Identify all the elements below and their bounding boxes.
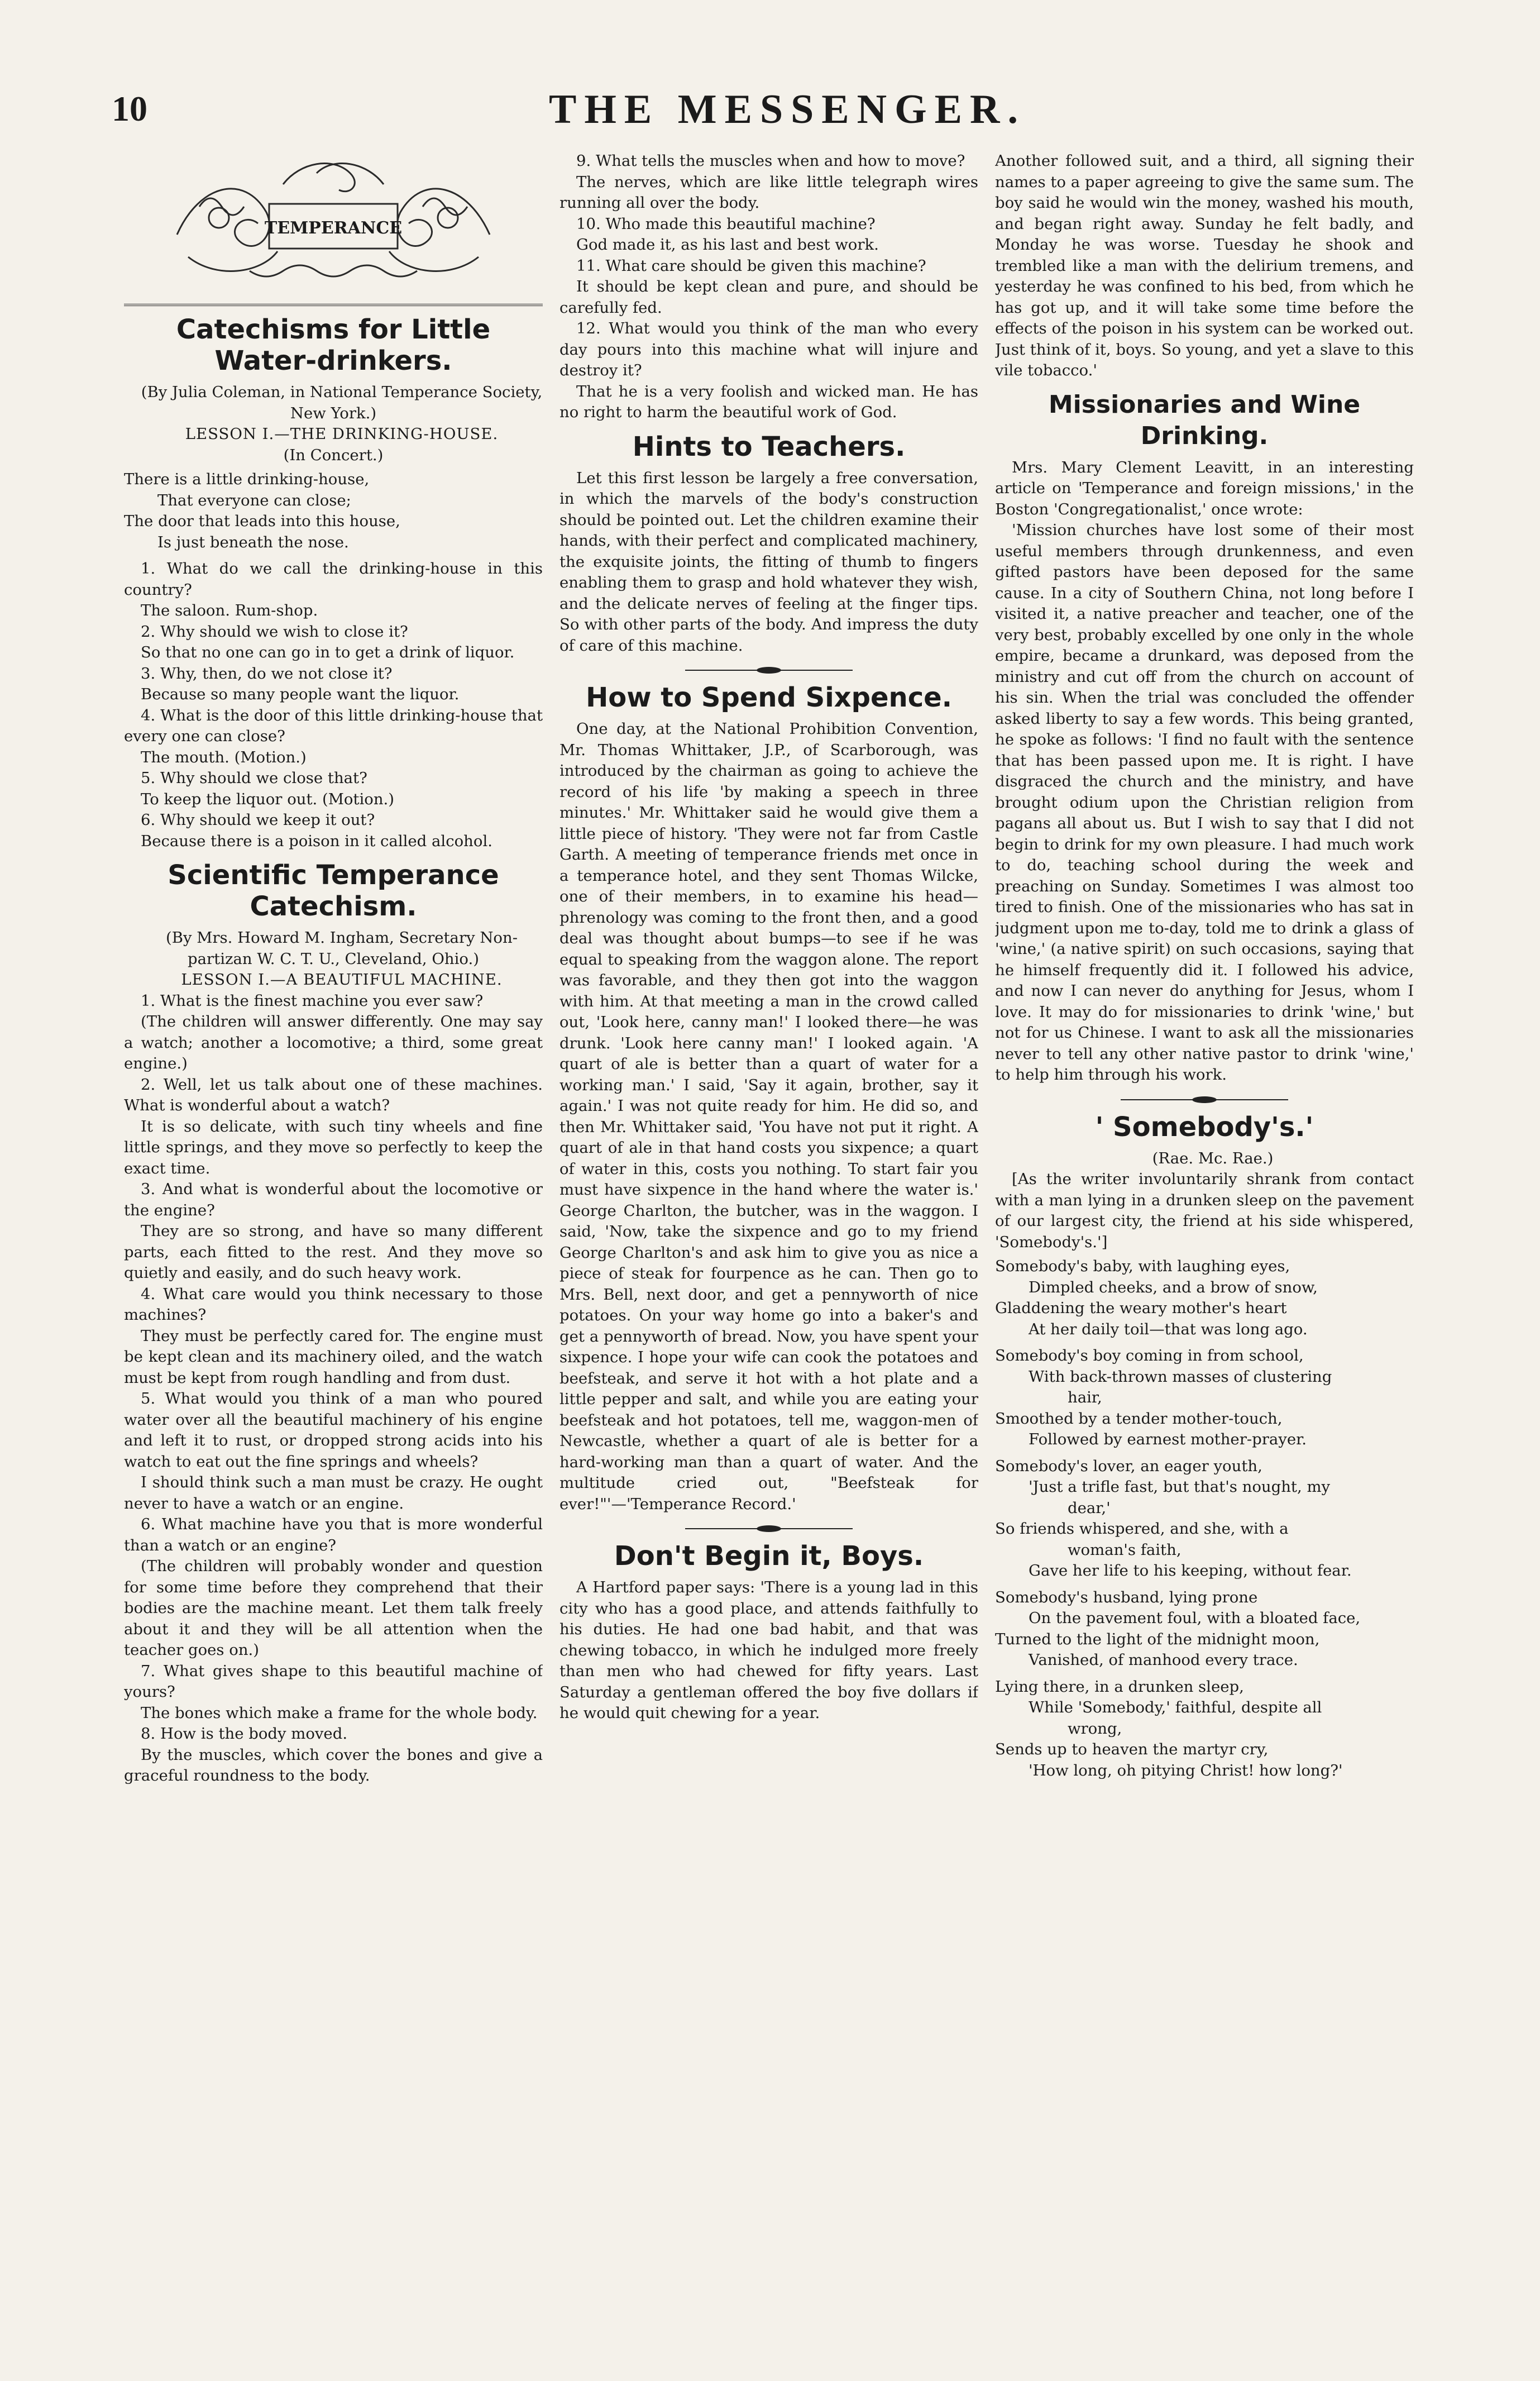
verse-line: That everyone can close;: [157, 491, 351, 509]
verse-line: dear,': [1068, 1499, 1111, 1517]
answer: The mouth. (Motion.): [141, 748, 307, 766]
byline: (By Mrs. Howard M. Ingham, Secretary Non-partizan W. C. T. U., Cleveland, Ohio.): [166, 929, 518, 968]
answer: To keep the liquor out. (Motion.): [141, 790, 395, 808]
question: 8. How is the body moved.: [141, 1725, 348, 1743]
verse-line: Somebody's boy coming in from school,: [995, 1347, 1304, 1364]
answer: Because so many people want the liquor.: [141, 685, 460, 703]
question: 1. What is the finest machine you ever saw?: [141, 991, 484, 1010]
verse-line: Followed by earnest mother-prayer.: [1029, 1430, 1307, 1448]
verse-line: Somebody's lover, an eager youth,: [995, 1457, 1262, 1475]
question: 6. Why should we keep it out?: [141, 811, 375, 829]
lesson-heading: LESSON I.—THE DRINKING-HOUSE.: [185, 425, 499, 443]
poem-stanza: [995, 1677, 1414, 1782]
page-number: 10: [112, 89, 147, 128]
verse-line: So friends whispered, and she, with a: [995, 1520, 1289, 1538]
masthead: [112, 84, 1463, 145]
answer: The nerves, which are like little telegraph wires running all over the body.: [559, 173, 978, 212]
poem-stanza: [995, 1345, 1414, 1450]
poem-title: ' Somebody's.': [1095, 1111, 1314, 1143]
verse-line: 'Just a trifle fast, but that's nought, my: [1029, 1478, 1331, 1496]
article-title: Hints to Teachers.: [632, 431, 906, 462]
answer: (The children will probably wonder and question for some time before they comprehend that their bodies are the machine meant. Let them talk freely about it and they will be all attention when the teacher goes on.): [124, 1557, 543, 1659]
answer: (The children will answer differently. One may say a watch; another a locomotive; a third, some great engine.): [124, 1013, 543, 1072]
poem-stanza: [995, 1256, 1414, 1340]
answer: They must be perfectly cared for. The engine must be kept clean and its machinery oiled, and the watch must be kept from rough handling and from dust.: [124, 1327, 543, 1387]
column-2: [559, 151, 978, 2357]
editor-note: [As the writer involuntarily shrank from contact with a man lying in a drunken sleep on the pavement of our largest city, the friend at his side whispered, 'Somebody's.']: [995, 1170, 1414, 1251]
verse-line: hair,: [1068, 1388, 1102, 1406]
catechism-questions-continued: [559, 151, 978, 423]
question: 12. What would you think of the man who every day pours into this machine what will injure and destroy it?: [559, 319, 978, 379]
section-rule: [124, 304, 543, 306]
question: 11. What care should be given this machine?: [576, 256, 926, 275]
lesson-subheading: (In Concert.): [283, 446, 384, 464]
verse-line: On the pavement foul, with a bloated face,: [1029, 1609, 1361, 1627]
verse-line: woman's faith,: [1068, 1540, 1182, 1559]
verse-line: Vanished, of manhood every trace.: [1029, 1651, 1298, 1669]
verse-line: With back-thrown masses of clustering: [1029, 1367, 1332, 1386]
byline: (Rae. Mc. Rae.): [1152, 1149, 1274, 1167]
answer: They are so strong, and have so many different parts, each fitted to the rest. And they move so quietly and easily, and do such heavy work.: [124, 1222, 543, 1282]
verse-line: 'How long, oh pitying Christ! how long?': [1029, 1761, 1343, 1779]
verse-line: The door that leads into this house,: [124, 512, 400, 530]
poem-stanza: [995, 1456, 1414, 1582]
answer: By the muscles, which cover the bones and give a graceful roundness to the body.: [124, 1745, 543, 1784]
verse-line: Dimpled cheeks, and a brow of snow,: [1029, 1278, 1318, 1296]
catechism-questions: [124, 559, 543, 852]
lesson-heading: LESSON I.—A BEAUTIFUL MACHINE.: [181, 971, 503, 989]
byline: (By Julia Coleman, in National Temperance Society, New York.): [141, 383, 543, 422]
verse-line: Sends up to heaven the martyr cry,: [995, 1740, 1269, 1758]
article-title: Scientific Temperance Catechism.: [168, 860, 499, 922]
question: 1. What do we call the drinking-house in this country?: [124, 560, 543, 599]
answer: It should be kept clean and pure, and should be carefully fed.: [559, 278, 978, 317]
answer: Because there is a poison in it called alcohol.: [141, 832, 492, 850]
article-body: One day, at the National Prohibition Convention, Mr. Thomas Whittaker, J.P., of Scarborough, was introduced by the chairman as going to achieve the record of his life 'by making a speech in three minutes.' Mr. Whittaker said he would give them a little piece of history. 'They were not far from Castle Garth. A meeting of temperance friends met once in a temperance hotel, and they sent Thomas Wilcke, one of their members, in to examine his head—phrenology was coming to the front then, and a good deal was thought about bumps—to see if he was equal to speaking from the waggon alone. The report was favorable, and they then got into the waggon with him. At that meeting a man in the crowd called out, 'Look here, canny man!' I looked there—he was drunk. 'Look here canny man!' I looked again. 'A quart of ale is better than a quart of water for a working man.' I said, 'Say it again, brother, say it again.' I was not quite ready for him. He did so, and then Mr. Whittaker said, 'You have not put it right. A quart of ale in that hand costs you sixpence; a quart of water in this, costs you nothing. To start fair you must have sixpence in the hand where the water is.' George Charlton, the butcher, was in the waggon. I said, 'Now, take the sixpence and go to my friend George Charlton's and ask him to give you as nice a piece of steak for fourpence as he can. Then go to Mrs. Bell, next door, and get a pennyworth of nice potatoes. On your way home go into a baker's and get a pennyworth of bread. Now, you have spent your sixpence. I hope your wife can cook the potatoes and beefsteak, and serve it hot with a hot plate and a little pepper and salt, and while you are eating your beefsteak and hot potatoes, tell me, waggon-men of Newcastle, whether a quart of ale is better for a hard-working man than a quart of water. And the multitude cried out, "Beefsteak for ever!"'—'Temperance Record.': [559, 720, 978, 1513]
ornamental-divider: [1121, 1096, 1288, 1104]
question: 7. What gives shape to this beautiful machine of yours?: [124, 1662, 543, 1701]
verse-line: Lying there, in a drunken sleep,: [995, 1677, 1244, 1696]
verse: [124, 469, 543, 553]
banner-label: TEMPERANCE: [264, 218, 403, 238]
answer: That he is a very foolish and wicked man. He has no right to harm the beautiful work of God.: [559, 382, 978, 421]
article-title: How to Spend Sixpence.: [586, 682, 952, 713]
question: 6. What machine have you that is more wonderful than a watch or an engine?: [124, 1515, 543, 1554]
catechism-questions: [124, 991, 543, 1787]
question: 4. What care would you think necessary to those machines?: [124, 1285, 543, 1324]
verse-line: Gladdening the weary mother's heart: [995, 1299, 1287, 1317]
article-title: Catechisms for Little Water-drinkers.: [176, 314, 491, 376]
verse-line: Is just beneath the nose.: [157, 533, 349, 551]
verse-line: Somebody's baby, with laughing eyes,: [995, 1257, 1290, 1275]
question: 3. Why, then, do we not close it?: [141, 664, 393, 683]
article-body: Let this first lesson be largely a free conversation, in which the marvels of the body's construction should be pointed out. Let the children examine their hands, with their perfect and complicated machinery, the exquisite joints, the fitting of thumb to fingers enabling them to grasp and hold whatever they wish, and the delicate nerves of feeling at the finger tips. So with other parts of the body. And impress the duty of care of this machine.: [559, 469, 978, 655]
temperance-banner-ornament: [166, 151, 501, 296]
ornamental-divider: [685, 666, 853, 674]
article-title: Missionaries and Wine Drinking.: [1048, 390, 1361, 450]
paper-title: THE MESSENGER.: [549, 87, 1026, 132]
verse-line: Smoothed by a tender mother-touch,: [995, 1409, 1283, 1428]
answer: God made it, as his last and best work.: [576, 236, 879, 254]
answer: The bones which make a frame for the whole body.: [141, 1704, 538, 1722]
question: 2. Why should we wish to close it?: [141, 622, 408, 641]
article-title: Don't Begin it, Boys.: [614, 1540, 924, 1572]
question: 10. Who made this beautiful machine?: [576, 214, 876, 233]
article-body: A Hartford paper says: 'There is a young lad in this city who has a good place, and attends faithfully to his duties. He had one bad habit, and that was chewing tobacco, in which he indulged more freely than men who had chewed for fifty years. Last Saturday a gentleman offered the boy five dollars if he would quit chewing for a year.: [559, 1578, 978, 1722]
answer: It is so delicate, with such tiny wheels and fine little springs, and they move so perfectly to keep the exact time.: [124, 1117, 543, 1177]
question: 5. What would you think of a man who poured water over all the beautiful machinery of his engine and left it to rust, or dropped strong acids into his watch to eat out the fine springs and wheels?: [124, 1390, 543, 1471]
column-3: [995, 151, 1414, 2357]
article-body: 'Mission churches have lost some of their most useful members through drunkenness, and even gifted pastors have been deposed for the same cause. In a city of Southern China, not long before I visited it, a native preacher and teacher, one of the very best, probably excelled by one only in the whole empire, became a drunkard, was deposed from the ministry and cut off from the church on account of his sin. When the trial was concluded the offender asked liberty to say a few words. This being granted, he spoke as follows: 'I find no fault with the sentence that has been passed upon me. It is right. I have disgraced the church and the ministry, and have brought odium upon the Christian religion from pagans all about us. But I wish to say that I did not begin to drink for my own pleasure. I had much work to do, teaching school during the week and preaching on Sunday. Sometimes I was almost too tired to finish. One of the missionaries who has sat in judgment upon me to-day, told me to drink a glass of 'wine,' (a native spirit) on such occasions, saying that he himself frequently did it. I followed his advice, and now I can never do anything for Jesus, whom I love. It may do for missionaries to drink 'wine,' but not for us Chinese. I want to ask all the missionaries never to tell any other native pastor to drink 'wine,' to help him through his work.: [995, 521, 1414, 1084]
article-body: Mrs. Mary Clement Leavitt, in an interesting article on 'Temperance and foreign missions,' in the Boston 'Congregationalist,' once wrote:: [995, 458, 1414, 518]
question: 5. Why should we close that?: [141, 769, 367, 787]
answer: I should think such a man must be crazy. He ought never to have a watch or an engine.: [124, 1473, 543, 1512]
verse-line: wrong,: [1068, 1719, 1122, 1738]
ornamental-divider: [685, 1525, 853, 1533]
answer: The saloon. Rum-shop.: [141, 602, 318, 619]
verse-line: Turned to the light of the midnight moon,: [995, 1630, 1320, 1648]
answer: So that no one can go in to get a drink of liquor.: [141, 643, 515, 661]
verse-line: At her daily toil—that was long ago.: [1029, 1320, 1308, 1338]
poem-stanza: [995, 1587, 1414, 1671]
verse-line: Somebody's husband, lying prone: [995, 1588, 1258, 1606]
question: 9. What tells the muscles when and how to move?: [576, 152, 965, 170]
question: 3. And what is wonderful about the locomotive or the engine?: [124, 1180, 543, 1219]
question: 4. What is the door of this little drinking-house that every one can close?: [124, 706, 543, 745]
verse-line: Gave her life to his keeping, without fear.: [1029, 1562, 1352, 1580]
verse-line: There is a little drinking-house,: [124, 470, 370, 488]
question: 2. Well, let us talk about one of these machines. What is wonderful about a watch?: [124, 1075, 543, 1114]
article-body-continued: Another followed suit, and a third, all signing their names to a paper agreeing to give the same sum. The boy said he would win the money, washed his mouth, and began right away. Sunday he felt badly, and Monday he was worse. Tuesday he shook and trembled like a man with the delirium tremens, and yesterday he was confined to his bed, from which he has got up, and it will take some time before the effects of the poison in his system can be worked out. Just think of it, boys. So young, and yet a slave to this vile tobacco.': [995, 152, 1414, 379]
verse-line: While 'Somebody,' faithful, despite all: [1029, 1698, 1322, 1716]
column-1: [124, 151, 543, 2357]
